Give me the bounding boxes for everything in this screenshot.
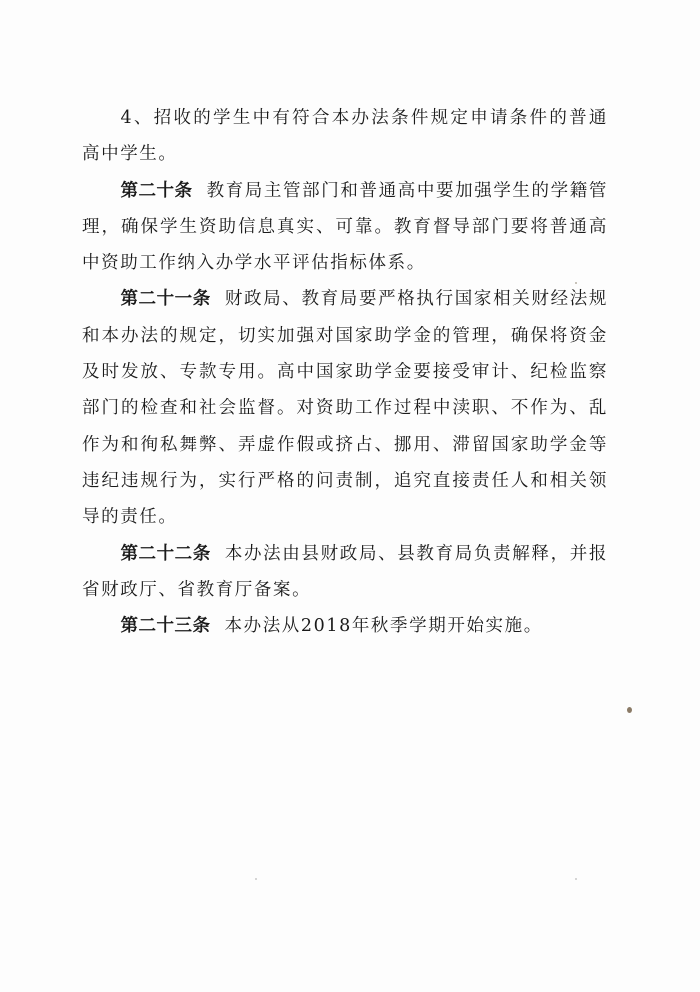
scan-speck <box>627 707 632 713</box>
article-heading: 第二十二条 <box>120 543 211 564</box>
article-text: 本办法由县财政局、县教育局负责解释，并报省财政厅、省教育厅备案。 <box>82 543 608 600</box>
article-text: 财政局、教育局要严格执行国家相关财经法规和本办法的规定，切实加强对国家助学金的管理，确保将资金及时发放、专款专用。高中国家助学金要接受审计、纪检监察部门的检查和社会监督。对资助工作过程中渎职、不作为、乱作为和徇私舞弊、弄虚作假或挤占、挪用、滞留国家助学金等违纪违规行为，实行严格的问责制，追究直接责任人和相关领导的责任。 <box>82 289 608 528</box>
article-text: 教育局主管部门和普通高中要加强学生的学籍管理，确保学生资助信息真实、可靠。教育督导部门要将普通高中资助工作纳入办学水平评估指标体系。 <box>82 180 609 274</box>
scan-speck <box>575 878 577 880</box>
article-heading: 第二十条 <box>120 180 193 201</box>
paragraph-text: 4、招收的学生中有符合本办法条件规定申请条件的普通高中学生。 <box>82 108 608 165</box>
scan-speck <box>575 282 577 284</box>
article-23 <box>82 608 608 644</box>
article-text: 本办法从2018年秋季学期开始实施。 <box>224 616 543 637</box>
article-20 <box>82 173 608 282</box>
document-body <box>82 100 608 644</box>
paragraph-item-4 <box>82 100 608 173</box>
article-21 <box>82 281 608 535</box>
article-heading: 第二十三条 <box>120 616 211 637</box>
article-heading: 第二十一条 <box>120 289 211 310</box>
article-22 <box>82 536 608 609</box>
scan-speck <box>255 878 257 880</box>
